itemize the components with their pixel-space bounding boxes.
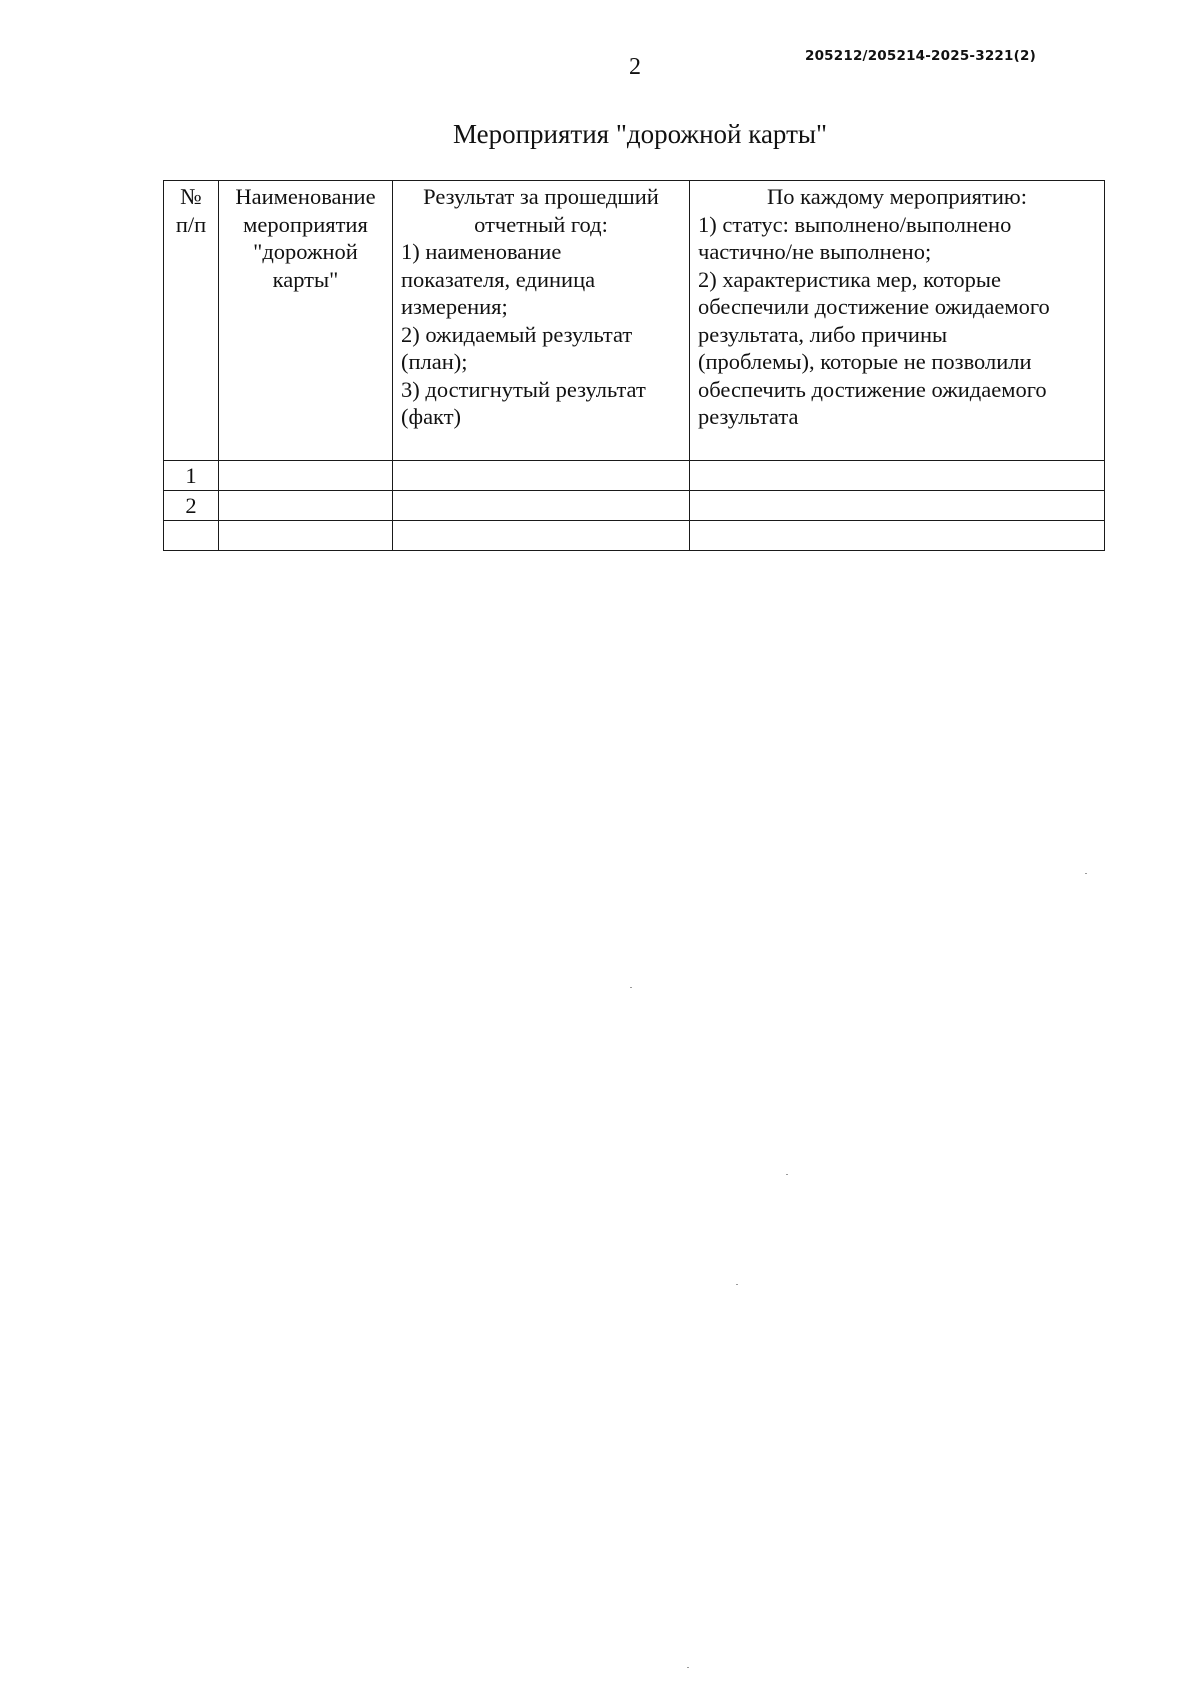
scan-speck xyxy=(687,1667,689,1668)
table-row xyxy=(164,521,1105,551)
scan-speck xyxy=(1085,873,1087,874)
header-text-line: 3) достигнутый результат xyxy=(401,376,646,402)
header-text-line: результата xyxy=(698,404,799,429)
header-text-line: мероприятия xyxy=(243,211,368,237)
header-text-line: отчетный год: xyxy=(474,211,608,237)
status-cell xyxy=(690,461,1105,491)
header-text-line: Наименование xyxy=(235,184,376,209)
header-text-line: (план); xyxy=(401,349,468,374)
header-text-line: 2) характеристика мер, которые xyxy=(698,266,1001,292)
document-id: 205212/205214-2025-3221(2) xyxy=(805,48,1036,64)
row-number-cell: 2 xyxy=(164,491,219,521)
page-title: Мероприятия "дорожной карты" xyxy=(452,119,828,149)
header-row xyxy=(164,181,1105,461)
header-text-line: п/п xyxy=(175,211,207,237)
status-cell xyxy=(690,521,1105,551)
table-row xyxy=(164,461,1105,491)
header-cell-result xyxy=(393,181,690,461)
result-cell xyxy=(393,521,690,551)
header-cell-number xyxy=(164,181,219,461)
header-text-line: частично/не выполнено; xyxy=(698,239,932,264)
activity-name-cell xyxy=(219,461,393,491)
header-cell-status xyxy=(690,181,1105,461)
header-text-line: 1) наименование xyxy=(401,239,562,264)
header-text-line: 2) ожидаемый результат xyxy=(401,321,633,347)
header-text-line: результата, либо причины xyxy=(698,321,948,347)
result-cell xyxy=(393,491,690,521)
header-text-line: "дорожной xyxy=(253,239,358,264)
header-text-line: 1) статус: выполнено/выполнено xyxy=(698,211,1012,237)
table-header xyxy=(164,181,1105,461)
roadmap-table xyxy=(163,180,1105,551)
header-text-line: карты" xyxy=(272,266,339,292)
scan-speck xyxy=(736,1284,738,1285)
header-text-line: обеспечили достижение ожидаемого xyxy=(698,294,1050,319)
header-text-line: № xyxy=(180,184,202,209)
header-text-line: измерения; xyxy=(401,294,508,319)
table-body xyxy=(164,461,1105,551)
header-text-line: Результат за прошедший xyxy=(423,184,659,209)
header-text-line: (проблемы), которые не позволили xyxy=(698,349,1032,374)
table-row xyxy=(164,491,1105,521)
header-text-line: показателя, единица xyxy=(401,266,596,292)
scan-speck xyxy=(786,1174,788,1175)
header-cell-activity-name xyxy=(219,181,393,461)
row-number-cell xyxy=(164,521,219,551)
scan-speck xyxy=(630,987,632,988)
activity-name-cell xyxy=(219,521,393,551)
header-text-line: обеспечить достижение ожидаемого xyxy=(698,376,1047,402)
header-text-line: (факт) xyxy=(401,404,462,429)
activity-name-cell xyxy=(219,491,393,521)
header-text-line: По каждому мероприятию: xyxy=(767,184,1027,209)
page-number: 2 xyxy=(629,54,641,80)
status-cell xyxy=(690,491,1105,521)
row-number-cell: 1 xyxy=(164,461,219,491)
result-cell xyxy=(393,461,690,491)
